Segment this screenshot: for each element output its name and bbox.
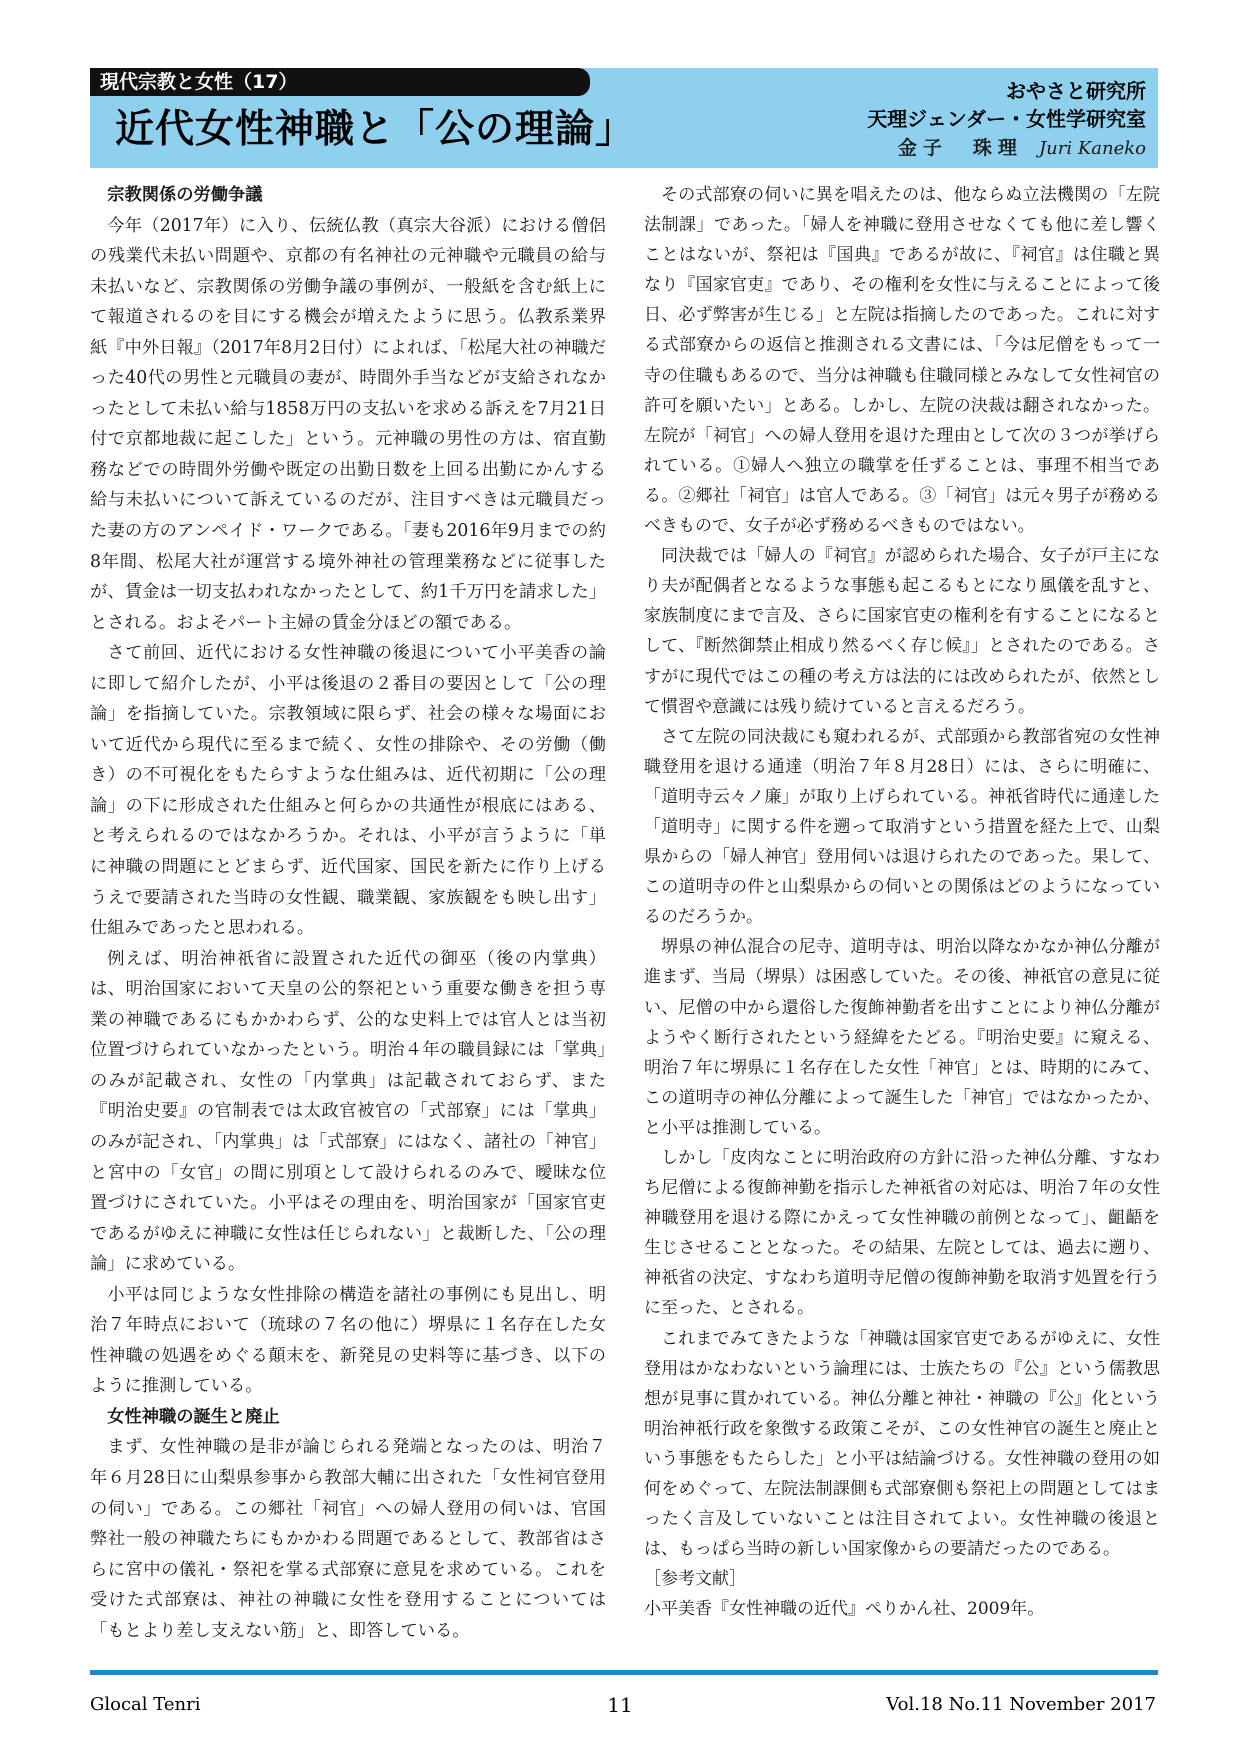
body-paragraph: さて前回、近代における女性神職の後退について小平美香の論に即して紹介したが、小平は後退の２番目の要因として「公の理論」を指摘していた。宗教領域に限らず、社会の様々な場面において近代から現代に至るまで続く、女性の排除や、その労働（働き）の不可視化をもたらすような仕組みは、近代初期に「公の理論」の下に形成された仕組みと何らかの共通性が根底にはある、と考えられるのではなかろうか。それは、小平が言うように「単に神職の問題にとどまらず、近代国家、国民を新たに作り上げるうえで要請された当時の女性観、職業観、家族観をも映し出す」仕組みであったと思われる。: [90, 643, 606, 939]
series-label: 現代宗教と女性（17）: [90, 68, 590, 96]
section-heading: 宗教関係の労働争議: [107, 185, 263, 205]
references-heading: ［参考文献］: [644, 1569, 746, 1590]
body-paragraph: しかし「皮肉なことに明治政府の方針に沿った神仏分離、すなわち尼僧による復飾神勤を指示した神祇省の対応は、明治７年の女性神職登用を退ける際にかえって女性神職の前例となって」、齟齬を生じさせることとなった。その結果、左院としては、過去に遡り、神祇省の決定、すなわち道明寺尼僧の復飾神勤を取消す処置を行うに至った、とされる。: [644, 1148, 1160, 1319]
body-paragraph: まず、女性神職の是非が論じられる発端となったのは、明治７年６月28日に山梨県参事から教部大輔に出された「女性祠官登用の伺い」である。この郷社「祠官」への婦人登用の伺いは、官国弊社一般の神職たちにもかかわる問題であるとして、教部省はさらに宮中の儀礼・祭祀を掌る式部寮に意見を求めている。これを受けた式部寮は、神社の神職に女性を登用することについては「もとより差し支えない筋」と、即答している。: [90, 1437, 606, 1641]
body-paragraph: 堺県の神仏混合の尼寺、道明寺は、明治以降なかなか神仏分離が進まず、当局（堺県）は困惑していた。その後、神祇官の意見に従い、尼僧の中から還俗した復飾神勤者を出すことにより神仏分離がようやく断行されたという経緯をたどる。『明治史要』に窺える、明治７年に堺県に１名存在した女性「神官」とは、時期的にみて、この道明寺の神仏分離によって誕生した「神官」ではなかったか、と小平は推測している。: [644, 937, 1160, 1138]
affiliation-lab: 天理ジェンダー・女性学研究室: [867, 107, 1146, 131]
publication-name: Glocal Tenri: [90, 1694, 201, 1715]
body-paragraph: 小平は同じような女性排除の構造を諸社の事例にも見出し、明治７年時点において（琉球の７名の他に）堺県に１名存在した女性神職の処遇をめぐる顛末を、新発見の史料等に基づき、以下のように推測している。: [90, 1284, 606, 1397]
body-paragraph: その式部寮の伺いに異を唱えたのは、他ならぬ立法機関の「左院法制課」であった。「婦人を神職に登用させなくても他に差し響くことはないが、祭祀は『国典』であるが故に、『祠官』は住職と異なり『国家官吏』であり、その権利を女性に与えることによって後日、必ず弊害が生じる」と左院は指摘したのであった。これに対する式部寮からの返信と推測される文書には、「今は尼僧をもって一寺の住職もあるので、当分は神職も住職同様とみなして女性祠官の許可を願いたい」とある。しかし、左院の決裁は翻されなかった。左院が「祠官」への婦人登用を退けた理由として次の３つが挙げられている。①婦人へ独立の職掌を任ずることは、事理不相当である。②郷社「祠官」は官人である。③「祠官」は元々男子が務めるべきもので、女子が必ず務めるべきものではない。: [644, 185, 1160, 537]
body-paragraph: これまでみてきたような「神職は国家官吏であるがゆえに、女性登用はかなわないという論理には、士族たちの『公』という儒教思想が見事に貫かれている。神仏分離と神社・神職の『公』化という明治神祇行政を象徴する政策こそが、この女性神官の誕生と廃止という事態をもたらした」と小平は結論づける。女性神職の登用の如何をめぐって、左院法制課側も式部寮側も祭祀上の問題としてはまったく言及していないことは注目されてよい。女性神職の後退とは、もっぱら当時の新しい国家像からの要請だったのである。: [644, 1328, 1160, 1560]
footer-rule: [90, 1670, 1158, 1675]
body-paragraph: 同決裁では「婦人の『祠官』が認められた場合、女子が戸主になり夫が配偶者となるような事態も起こるもとになり風儀を乱すと、家族制度にまで言及、さらに国家官吏の権利を有することになるとして、『断然御禁止相成り然るべく存じ候』」とされたのである。さすがに現代ではこの種の考え方は法的には改められたが、依然として慣習や意識には残り続けていると言えるだろう。: [644, 546, 1160, 717]
affiliation-institute: おやさと研究所: [1006, 79, 1146, 103]
left-column: [90, 180, 606, 1646]
body-paragraph: さて左院の同決裁にも窺われるが、式部頭から教部省宛の女性神職登用を退ける通達（明治７年８月28日）には、さらに明確に、「道明寺云々ノ廉」が取り上げられている。神祇省時代に通達した「道明寺」に関する件を遡って取消すという措置を経た上で、山梨県からの「婦人神官」登用伺いは退けられたのであった。果して、この道明寺の件と山梨県からの伺いとの関係はどのようになっているのだろうか。: [644, 726, 1160, 928]
body-paragraph: 今年（2017年）に入り、伝統仏教（真宗大谷派）における僧侶の残業代未払い問題や、京都の有名神社の元神職や元職員の給与未払いなど、宗教関係の労働争議の事例が、一般紙を含む紙上にて報道されるのを目にする機会が増えたように思う。仏教系業界紙『中外日報』（2017年8月2日付）によれば、「松尾大社の神職だった40代の男性と元職員の妻が、時間外手当などが支給されなかったとして未払い給与1858万円の支払いを求める訴えを7月21日付で京都地裁に起こした」という。元神職の男性の方は、宿直勤務などでの時間外労働や既定の出勤日数を上回る出勤にかんする給与未払いについて訴えているのだが、注目すべきは元職員だった妻の方のアンペイド・ワークである。「妻も2016年9月までの約8年間、松尾大社が運営する境外神社の管理業務などに従事したが、賃金は一切支払われなかったとして、約1千万円を請求した」とされる。およそパート主婦の賃金分ほどの額である。: [90, 215, 606, 633]
body-paragraph: 例えば、明治神祇省に設置された近代の御巫（後の内掌典）は、明治国家において天皇の公的祭祀という重要な働きを担う専業の神職であるにもかかわらず、公的な史料上では官人とは当初位置づけられていなかったという。明治４年の職員録には「掌典」のみが記載され、女性の「内掌典」は記載されておらず、また『明治史要』の官制表では太政官被官の「式部寮」には「掌典」のみが記され、「内掌典」は「式部寮」にはなく、諸社の「神官」と宮中の「女官」の間に別項として設けられるのみで、曖昧な位置づけにされていた。小平はその理由を、明治国家が「国家官吏であるがゆえに神職に女性は任じられない」と裁断した、「公の理論」に求めている。: [90, 948, 606, 1275]
right-column: [644, 180, 1160, 1625]
author-name-jp: 金子 珠理: [897, 137, 1023, 159]
reference-item: 小平美香『女性神職の近代』ぺりかん社、2009年。: [644, 1599, 1045, 1620]
page-title: 近代女性神職と「公の理論」: [115, 106, 636, 152]
section-heading: 女性神職の誕生と廃止: [107, 1406, 280, 1427]
page-number: 11: [607, 1693, 633, 1717]
issue-info: Vol.18 No.11 November 2017: [886, 1694, 1156, 1715]
author-name-en: Juri Kaneko: [1038, 138, 1146, 159]
author-byline: [898, 134, 1146, 163]
